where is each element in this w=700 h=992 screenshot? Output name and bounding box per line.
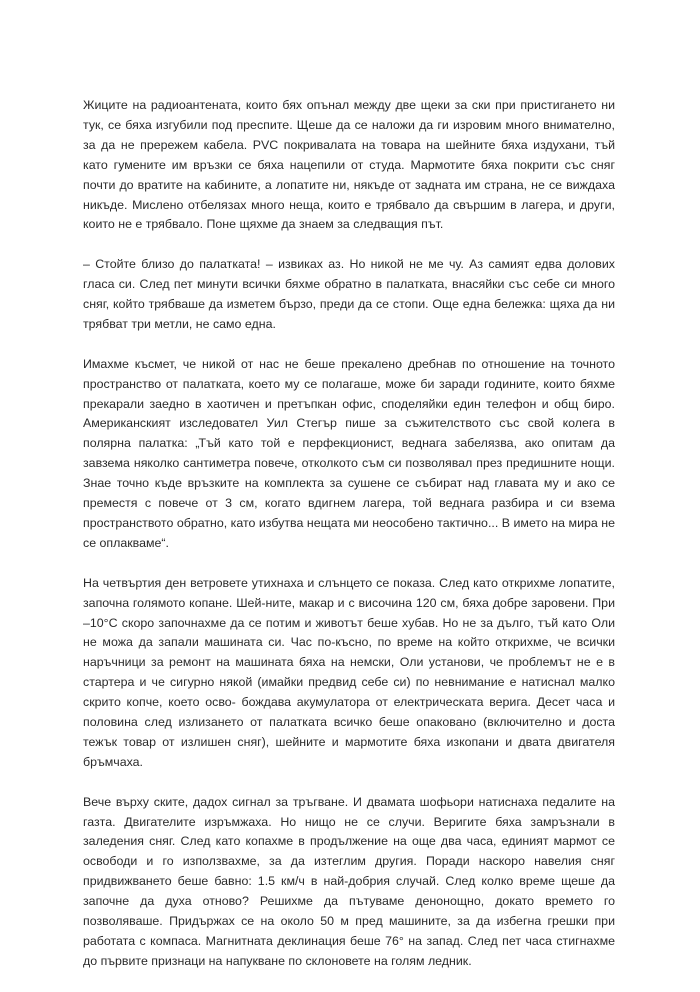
paragraph-3: Имахме късмет, че никой от нас не беше прекалено дребнав по отношение на точното пространство от палатката, което му се полагаше, може би заради годините, които бяхме прекарали заедно в хаотичен и претъпкан офис, споделяйки един телефон и общ биро. Американският изследовател Уил Стегър пише за съжителството със свой колега в полярна палатка: „Тъй като той е перфекционист, веднага забелязва, ако опитам да завзема няколко сантиметра повече, отколкото съм си позволявал през предишните нощи. Знае точно къде връзките на комплекта за сушене се събират над главата му и ако се преместя с повече от 3 см, когато вдигнем лагера, той веднага разбира и си взема пространството обратно, като избутва нещата ми неособено тактично... В името на мира не се оплакваме“. xyxy=(83,356,615,550)
paragraph-2: – Стойте близо до палатката! – извиках аз. Но никой не ме чу. Аз самият едва долових гласа си. След пет минути всички бяхме обратно в палатката, внасяйки със себе си много сняг, който трябваше да изметем бързо, преди да се стопи. Още една бележка: щяха да ни трябват три метли, не само една. xyxy=(83,257,615,331)
paragraph-4: На четвъртия ден ветровете утихнаха и слънцето се показа. След като открихме лопатите, започна голямото копане. Шей-ните, макар и с височина 120 см, бяха добре заровени. При –10°С скоро започнахме да се потим и животът беше хубав. Но не за дълго, тъй като Оли не можа да запали машината си. Час по-късно, по време на който открихме, че всички наръчници за ремонт на машината бяха на немски, Оли установи, че проблемът не е в стартера и че сигурно някой (имайки предвид себе си) по невнимание е натиснал малко скрито копче, което осво- бождава акумулатора от електрическата верига. Десет часа и половина след излизането от палатката всичко беше опаковано (включително и доста тежък товар от излишен сняг), шейните и мармотите бяха изкопани и двата двигателя бръмчаха. xyxy=(83,575,615,769)
document-page xyxy=(83,96,615,992)
paragraph-5: Вече върху ските, дадох сигнал за тръгване. И двамата шофьори натиснаха педалите на газта. Двигателите изръмжаха. Но нищо не се случи. Веригите бяха замръзнали в заледения сняг. След като копахме в продължение на още два часа, единият мармот се освободи и го използвахме, за да изтеглим другия. Поради наскоро навелия сняг придвижването беше бавно: 1.5 км/ч в най-добрия случай. След колко време щеше да започне да духа отново? Решихме да пътуваме денонощно, докато времето го позволяваше. Придържах се на около 50 м пред машините, за да избегна грешки при работата с компаса. Магнитната деклинация беше 76° на запад. След пет часа стигнахме до първите признаци на напукване по склоновете на голям ледник. xyxy=(83,794,615,968)
paragraph-1: Жиците на радиоантената, които бях опънал между две щеки за ски при пристигането ни тук, се бяха изгубили под преспите. Щеше да се наложи да ги изровим много внимателно, за да не прережем кабела. PVC покривалата на товара на шейните бяха издухани, тъй като гумените им връзки се бяха нацепили от студа. Мармотите бяха покрити със сняг почти до вратите на кабините, а лопатите ни, някъде от задната им страна, не се виждаха никъде. Мислено отбелязах много неща, които е трябвало да свършим в лагера, и други, които не е трябвало. Поне щяхме да знаем за следващия път. xyxy=(83,98,615,232)
